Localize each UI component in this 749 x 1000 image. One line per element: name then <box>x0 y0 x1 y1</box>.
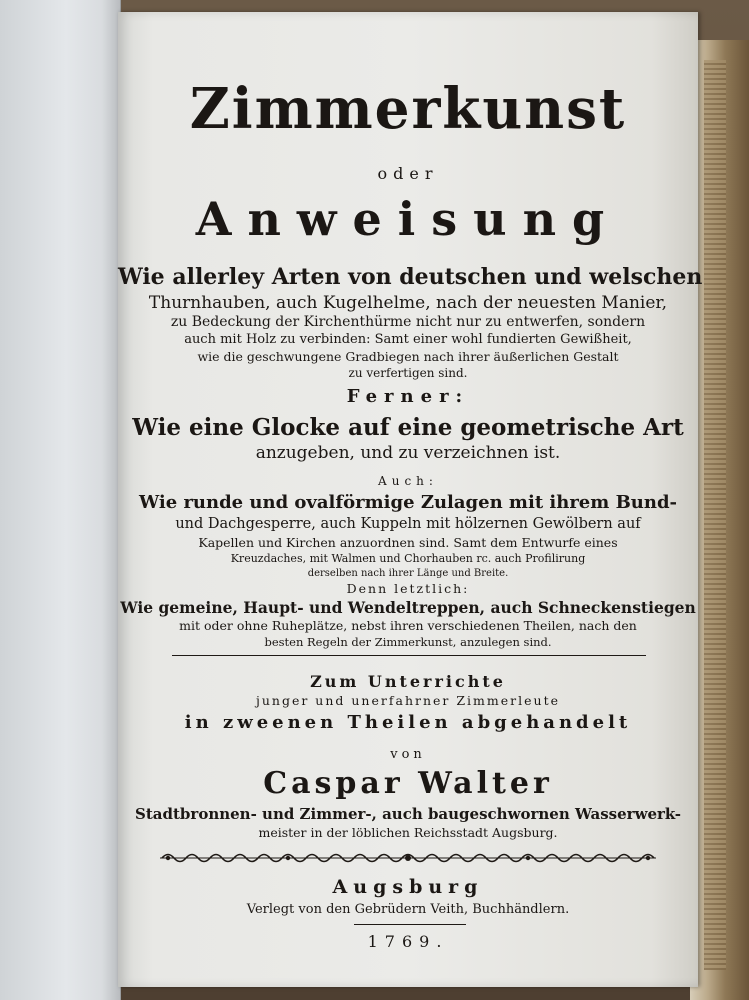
book-page-edges <box>690 40 749 1000</box>
runde-line-4: Kreuzdaches, mit Walmen und Chorhauben rc. auch Profilirung <box>230 552 586 565</box>
gemeine-line-1: Wie gemeine, Haupt- und Wendeltreppen, auch Schneckenstiegen <box>120 598 696 617</box>
subtitle-line-4: auch mit Holz zu verbinden: Samt einer wohl fundierten Gewißheit, <box>184 332 632 347</box>
runde-line-5: derselben nach ihrer Länge und Breite. <box>307 568 509 579</box>
runde-line-1: Wie runde und ovalförmige Zulagen mit ihrem Bund- <box>138 492 678 513</box>
runde-line-2: und Dachgesperre, auch Kuppeln mit hölzernen Gewölbern auf <box>175 516 641 532</box>
auch-heading: Auch: <box>378 474 438 488</box>
book-title: Zimmerkunst <box>189 76 627 142</box>
ferner-heading: Ferner: <box>346 386 470 407</box>
anweisung-heading: Anweisung <box>195 192 621 246</box>
subtitle-line-2: Thurnhauben, auch Kugelhelme, nach der neuesten Manier, <box>148 293 668 313</box>
zweenen-line: in zweenen Theilen abgehandelt <box>184 712 632 733</box>
subtitle-line-3: zu Bedeckung der Kirchenthürme nicht nur zu entwerfen, sondern <box>170 314 646 330</box>
runde-line-3: Kapellen und Kirchen anzuordnen sind. Samt dem Entwurfe eines <box>198 535 618 550</box>
publisher-line: Verlegt von den Gebrüdern Veith, Buchhändlern. <box>246 902 570 917</box>
denn-heading: Denn letztlich: <box>346 581 470 596</box>
ornamental-border <box>158 850 658 866</box>
subtitle-line-6: zu verfertigen sind. <box>348 366 468 380</box>
author-title-line-2: meister in der löblichen Reichsstadt Augsburg. <box>258 825 558 840</box>
glocke-line-1: Wie eine Glocke auf eine geometrische Art <box>132 414 684 441</box>
zum-unterrichte: Zum Unterrichte <box>310 672 506 691</box>
junger-line: junger und unerfahrner Zimmerleute <box>255 693 560 708</box>
glocke-line-2: anzugeben, und zu verzeichnen ist. <box>255 443 561 463</box>
gemeine-line-3: besten Regeln der Zimmerkunst, anzulegen sind. <box>264 635 552 649</box>
subtitle-line-5: wie die geschwungene Gradbiegen nach ihrer äußerlichen Gestalt <box>197 349 619 364</box>
gemeine-line-2: mit oder ohne Ruheplätze, nebst ihren verschiedenen Theilen, nach den <box>179 618 637 633</box>
imprint-city: Augsburg <box>332 876 484 898</box>
oder-text: oder <box>377 164 439 183</box>
title-page <box>118 12 703 987</box>
von-text: von <box>390 747 426 762</box>
subtitle-line-1: Wie allerley Arten von deutschen und welschen <box>118 264 703 290</box>
horizontal-rule <box>172 655 646 656</box>
author-name: Caspar Walter <box>263 766 553 801</box>
short-rule <box>354 924 466 925</box>
author-title-line-1: Stadtbronnen- und Zimmer-, auch baugeschwornen Wasserwerk- <box>135 805 681 823</box>
left-blank-leaf <box>0 0 121 1000</box>
page-edge-texture <box>704 60 726 970</box>
publication-year: 1769. <box>367 932 449 951</box>
